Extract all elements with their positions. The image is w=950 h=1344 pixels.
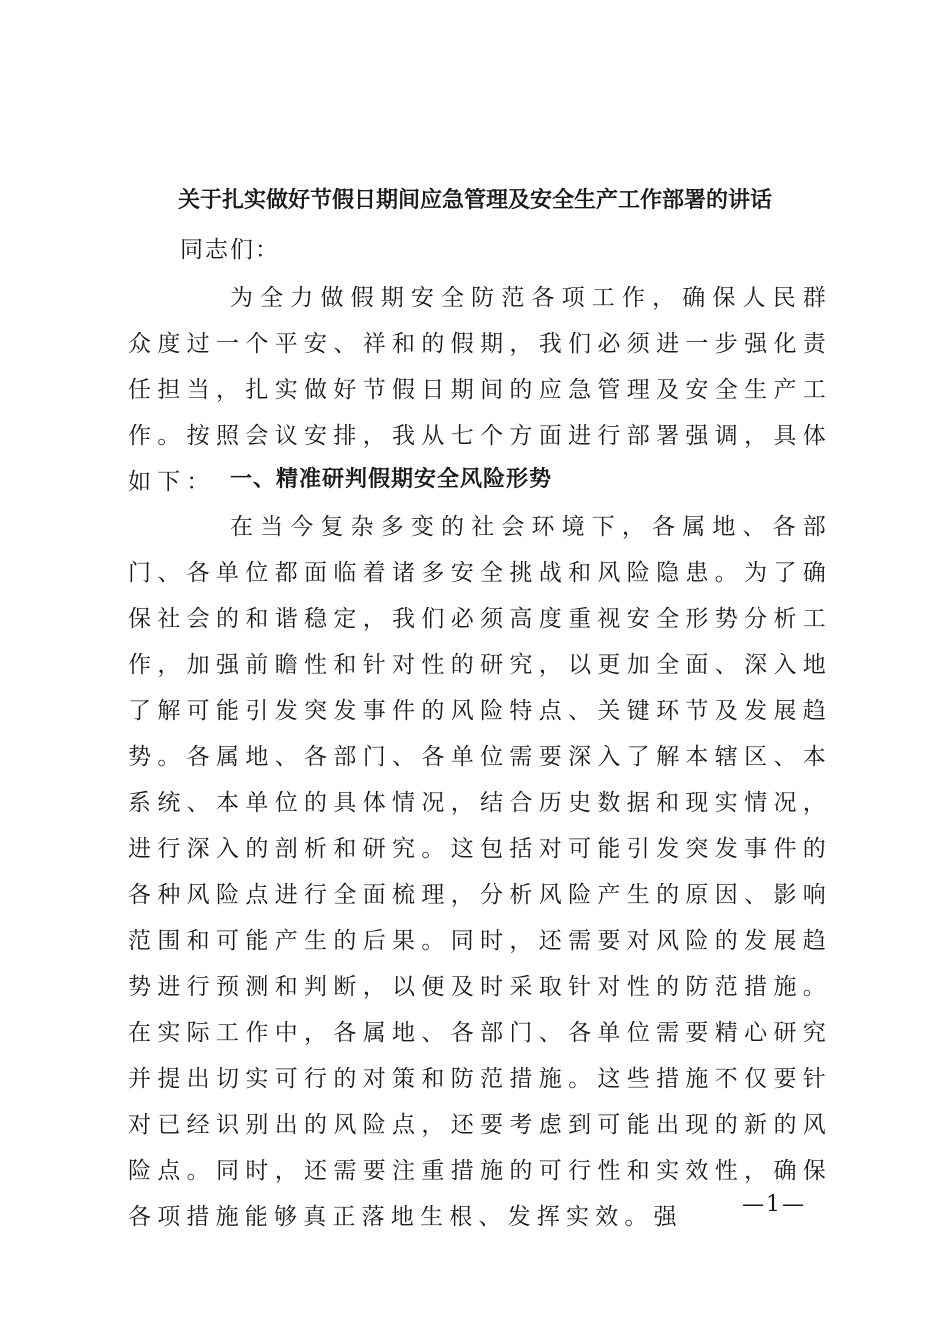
salutation: 同志们： bbox=[180, 237, 280, 263]
page-number: —1— bbox=[742, 1192, 806, 1217]
section-paragraph: 在当今复杂多变的社会环境下，各属地、各部门、各单位都面临着诸多安全挑战和风险隐患。为了确保社会的和谐稳定，我们必须高度重视安全形势分析工作，加强前瞻性和针对性的研究，以更加全面、深入地了解可能引发突发事件的风险特点、关键环节及发展趋势。各属地、各部门、各单位需要深入了解本辖区、本系统、本单位的具体情况，结合历史数据和现实情况，进行深入的剖析和研究。这包括对可能引发突发事件的各种风险点进行全面梳理，分析风险产生的原因、影响范围和可能产生的后果。同时，还需要对风险的发展趋势进行预测和判断，以便及时采取针对性的防范措施。在实际工作中，各属地、各部门、各单位需要精心研究并提出切实可行的对策和防范措施。这些措施不仅要针对已经识别出的风险点，还要考虑到可能出现的新的风险点。同时，还需要注重措施的可行性和实效性，确保各项措施能够真正落地生根、发挥实效。强 bbox=[128, 514, 832, 1230]
document-title: 关于扎实做好节假日期间应急管理及安全生产工作部署的讲话 bbox=[177, 187, 772, 213]
intro-paragraph: 为全力做假期安全防范各项工作，确保人民群众度过一个平安、祥和的假期，我们必须进一步强化责任担当，扎实做好节假日期间的应急管理及安全生产工作。按照会议安排，我从七个方面进行部署强调，具体如下： bbox=[128, 285, 832, 495]
section-heading: 一、精准研判假期安全风险形势 bbox=[230, 467, 553, 492]
